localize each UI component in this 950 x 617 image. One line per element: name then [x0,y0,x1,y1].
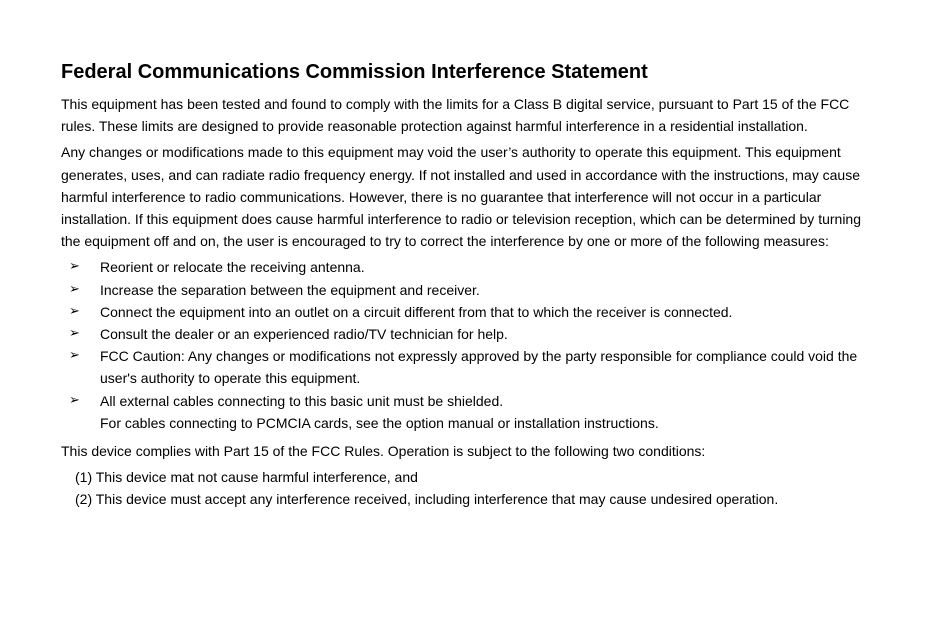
arrow-bullet-icon: ➢ [69,392,80,408]
condition-item: (1) This device mat not cause harmful interference, and [75,469,418,486]
arrow-bullet-icon: ➢ [69,259,80,275]
list-item [61,301,866,323]
measure-text: Reorient or relocate the receiving antenna. [100,259,365,276]
arrow-bullet-icon: ➢ [69,348,80,364]
conditions-list [61,466,866,510]
measure-text: Increase the separation between the equipment and receiver. [100,281,480,298]
measure-text: Connect the equipment into an outlet on a circuit different from that to which the receiver is connected. [100,303,733,320]
list-item [61,279,866,301]
list-item [61,345,866,389]
measure-note: For cables connecting to PCMCIA cards, see the option manual or installation instructions. [100,414,659,431]
paragraph-class-b-limits: This equipment has been tested and found to comply with the limits for a Class B digital service, pursuant to Part 15 of the FCC rules. These limits are designed to provide reasonable protection against harmful interference in a residential installation. [61,96,850,135]
measures-list [61,256,866,434]
fcc-statement-page [61,58,866,511]
paragraph-interference-measures: Any changes or modifications made to this equipment may void the user’s authority to operate this equipment. This equipment generates, uses, and can radiate radio frequency energy. If not installed and used in accordance with the instructions, may cause harmful interference to radio communications. However, there is no guarantee that interference will not occur in a particular installation. If this equipment does cause harmful interference to radio or television reception, which can be determined by turning the equipment off and on, the user is encouraged to try to correct the interference by one or more of the following measures: [61,144,862,250]
measure-text: Consult the dealer or an experienced radio/TV technician for help. [100,326,508,343]
list-item [61,390,866,434]
condition-item: (2) This device must accept any interference received, including interference that may cause undesired operation. [75,491,779,508]
document-title: Federal Communications Commission Interference Statement [61,61,648,83]
measure-text: All external cables connecting to this basic unit must be shielded. [100,392,504,409]
arrow-bullet-icon: ➢ [69,326,80,342]
list-item [61,323,866,345]
list-item [61,256,866,278]
measure-text: FCC Caution: Any changes or modifications not expressly approved by the party responsible for compliance could void the user's authority to operate this equipment. [100,348,858,387]
compliance-intro: This device complies with Part 15 of the FCC Rules. Operation is subject to the following two conditions: [61,443,706,460]
arrow-bullet-icon: ➢ [69,303,80,319]
arrow-bullet-icon: ➢ [69,281,80,297]
